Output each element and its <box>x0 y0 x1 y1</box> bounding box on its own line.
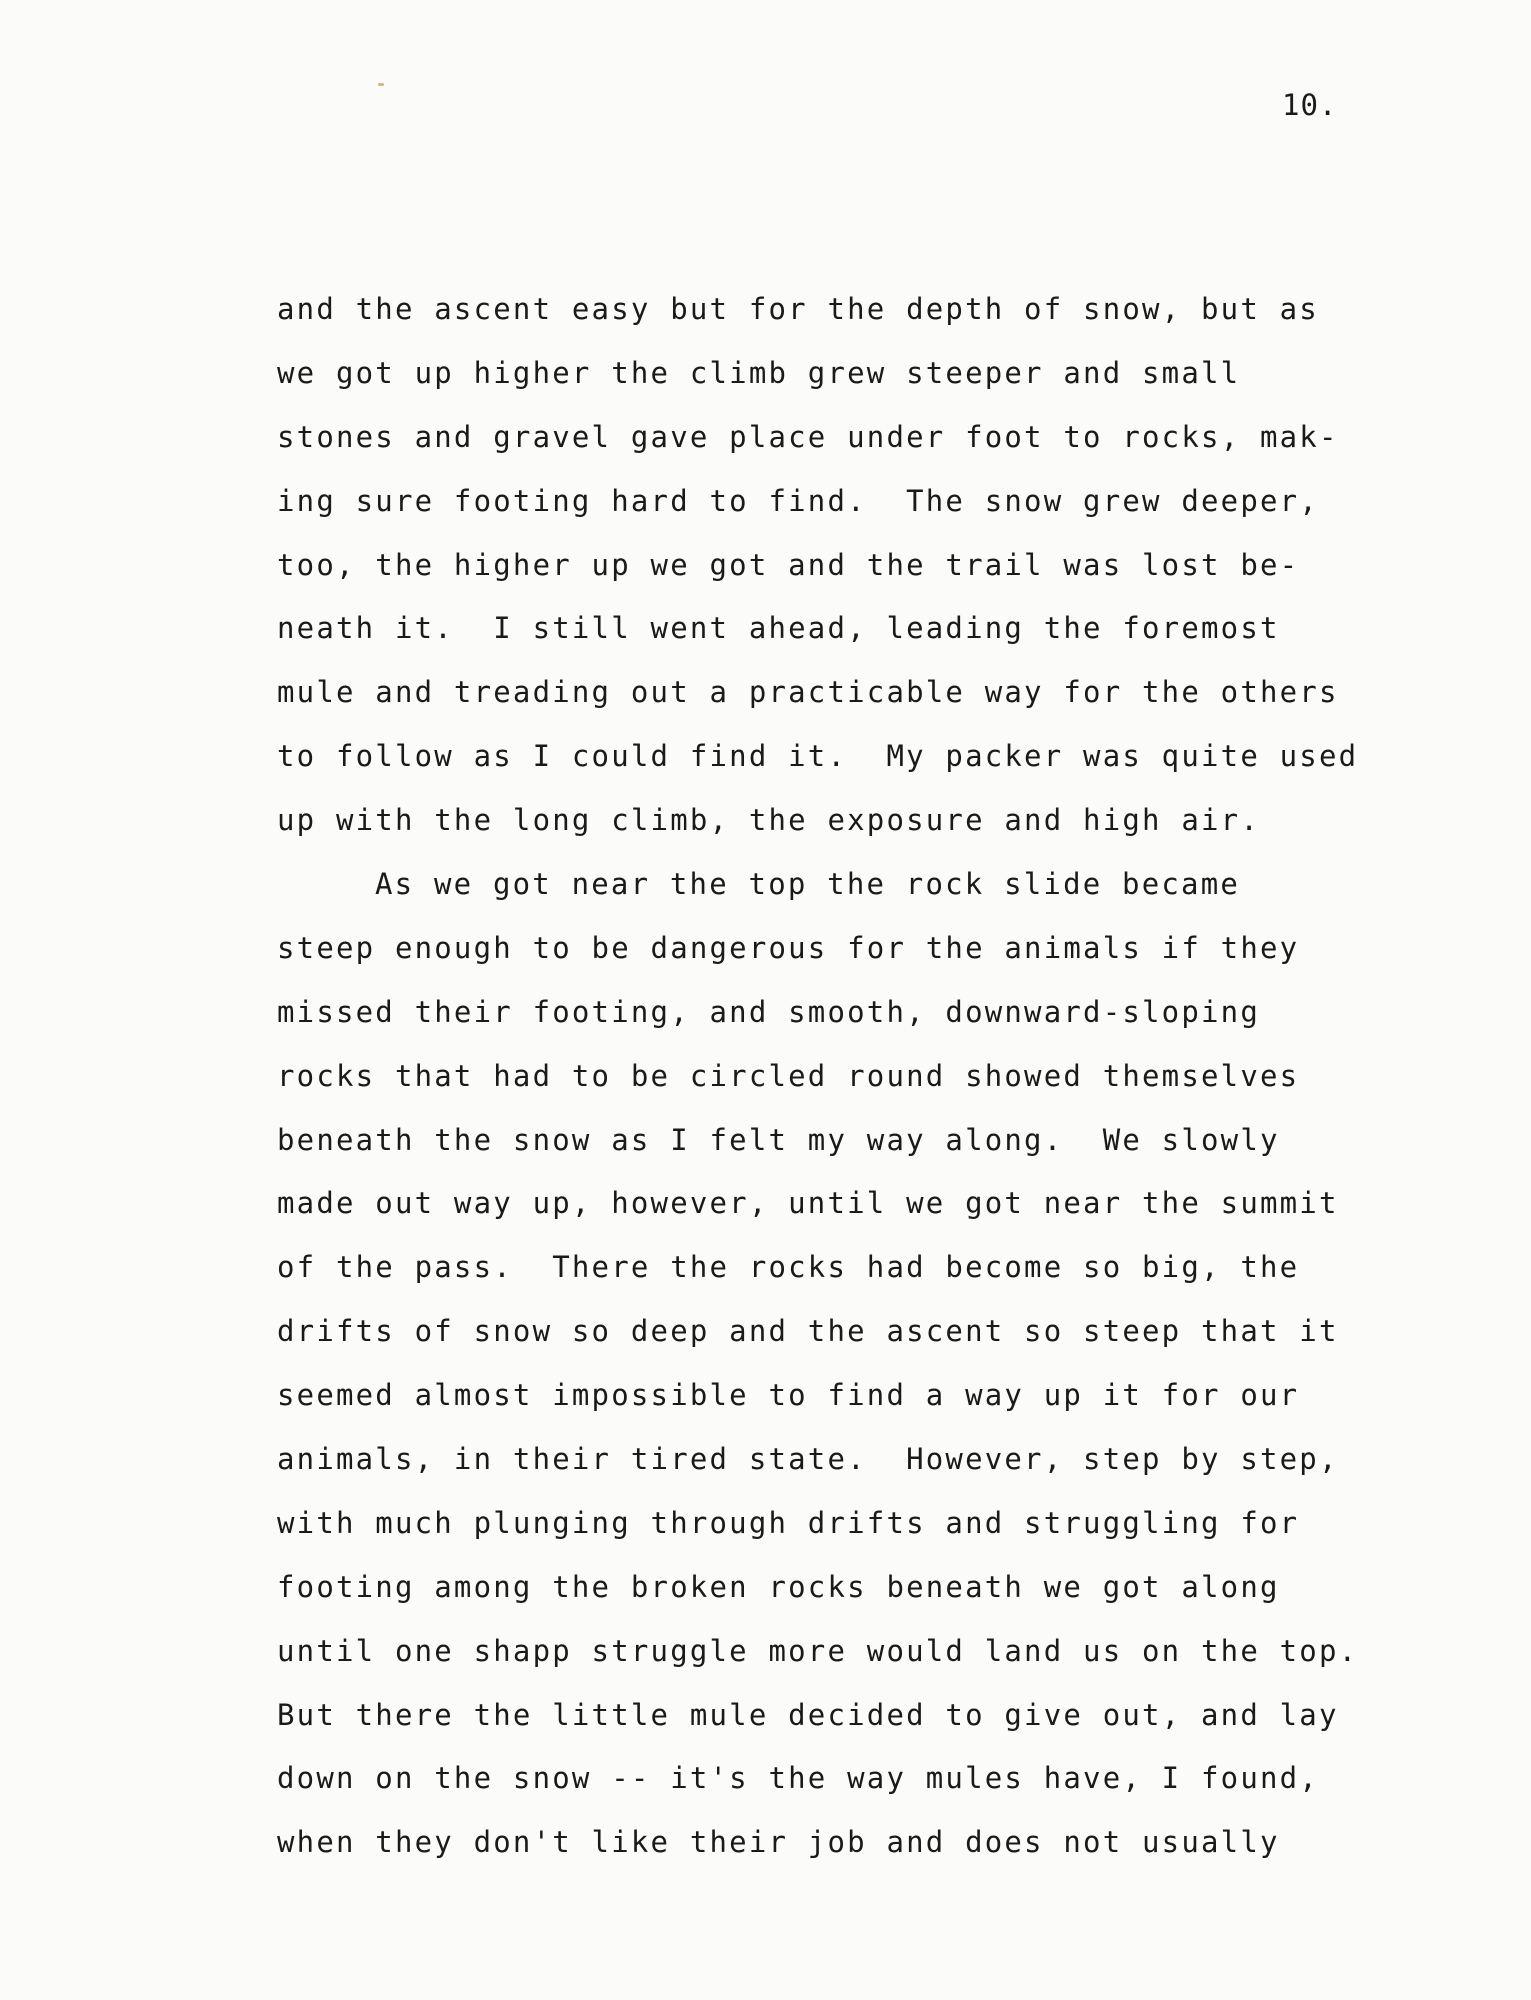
text-line: missed their footing, and smooth, downward-sloping <box>277 994 1260 1029</box>
text-line: until one shapp struggle more would land us on the top. <box>277 1633 1359 1668</box>
text-line: of the pass. There the rocks had become so big, the <box>277 1250 1300 1285</box>
text-line: ing sure footing hard to find. The snow grew deeper, <box>277 483 1319 518</box>
text-line: rocks that had to be circled round showed themselves <box>277 1058 1300 1093</box>
text-line: to follow as I could find it. My packer was quite used <box>277 739 1359 774</box>
text-line: footing among the broken rocks beneath we got along <box>277 1569 1280 1604</box>
text-line: up with the long climb, the exposure and high air. <box>277 803 1260 838</box>
paper-speck <box>378 83 384 86</box>
page-number: 10. <box>1282 88 1338 122</box>
text-line: drifts of snow so deep and the ascent so steep that it <box>277 1314 1339 1349</box>
text-line: beneath the snow as I felt my way along. We slowly <box>277 1122 1280 1157</box>
text-line: But there the little mule decided to give out, and lay <box>277 1697 1339 1732</box>
text-line: seemed almost impossible to find a way up it for our <box>277 1378 1300 1413</box>
text-line: animals, in their tired state. However, step by step, <box>277 1442 1339 1477</box>
text-line: neath it. I still went ahead, leading the foremost <box>277 611 1280 646</box>
text-line: made out way up, however, until we got near the summit <box>277 1186 1339 1221</box>
text-line: we got up higher the climb grew steeper and small <box>277 355 1241 390</box>
body-text <box>277 278 1377 1875</box>
text-line: when they don't like their job and does not usually <box>277 1825 1280 1860</box>
text-line: with much plunging through drifts and struggling for <box>277 1505 1300 1540</box>
text-line: steep enough to be dangerous for the animals if they <box>277 930 1300 965</box>
text-line: stones and gravel gave place under foot to rocks, mak- <box>277 419 1339 454</box>
text-line: too, the higher up we got and the trail was lost be- <box>277 547 1300 582</box>
text-line: and the ascent easy but for the depth of snow, but as <box>277 292 1319 326</box>
text-line: mule and treading out a practicable way for the others <box>277 675 1339 710</box>
text-line: down on the snow -- it's the way mules have, I found, <box>277 1761 1319 1796</box>
paragraph-start-line: As we got near the top the rock slide became <box>375 867 1241 902</box>
